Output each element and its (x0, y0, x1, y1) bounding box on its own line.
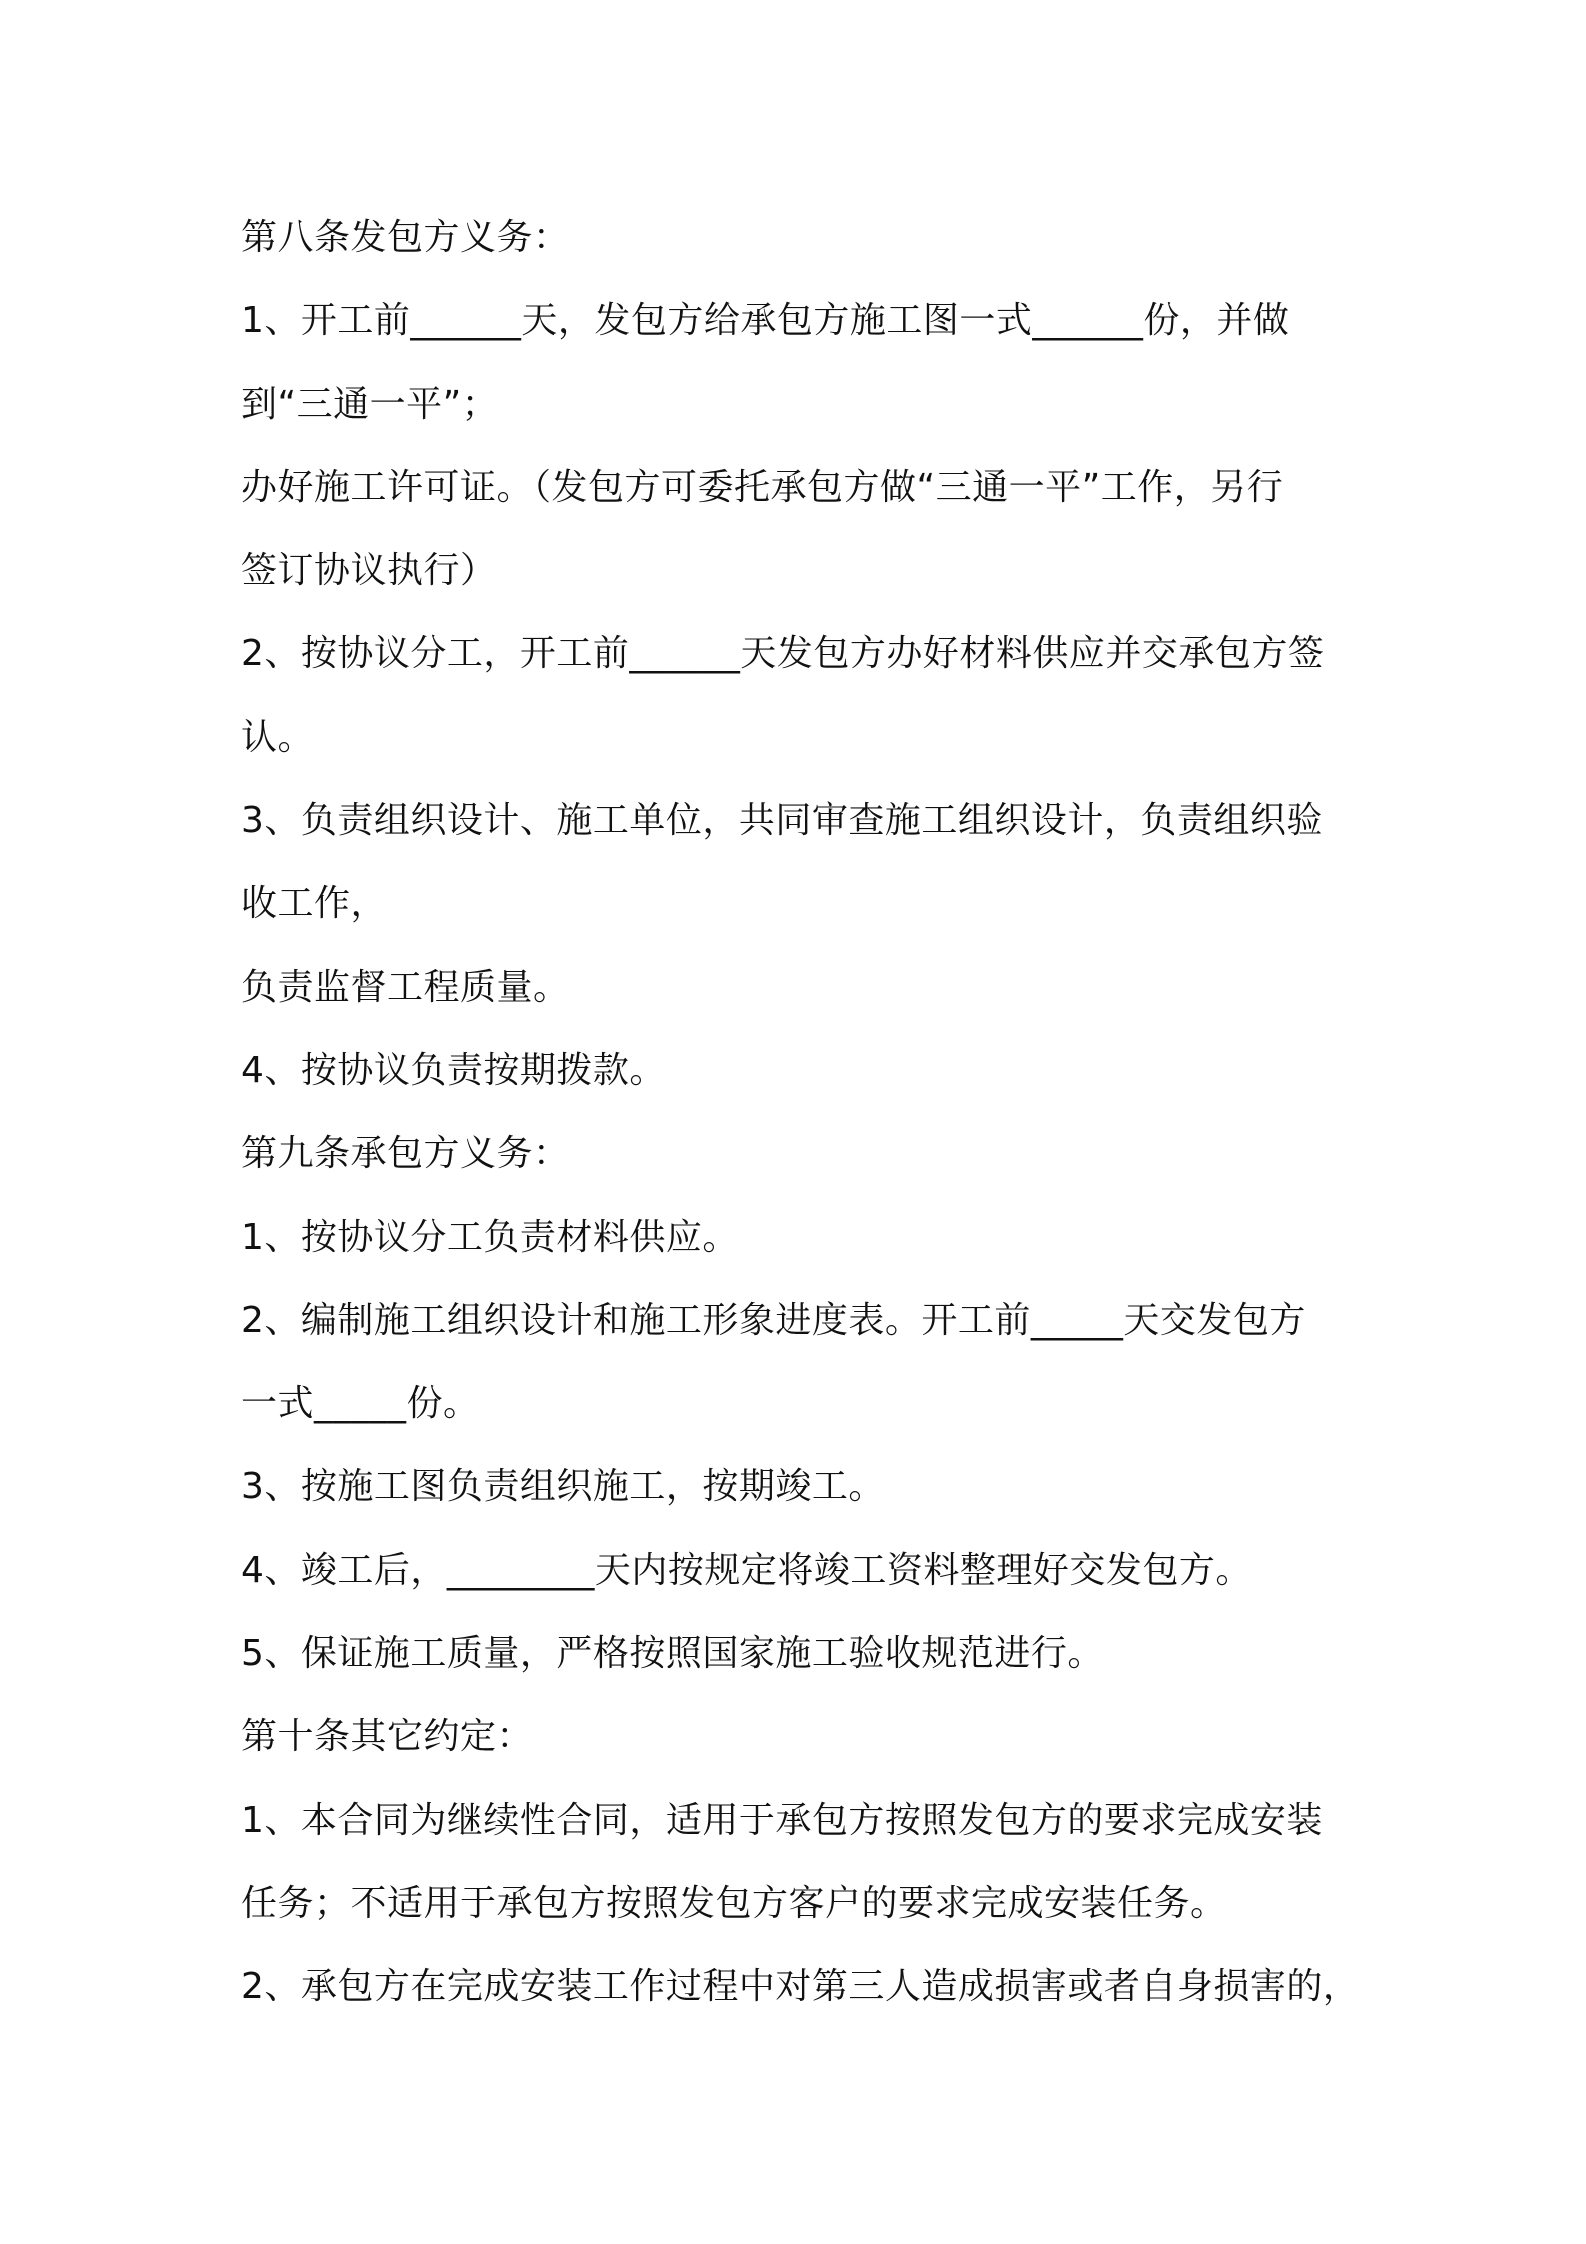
article-9-item-2-line-1: 2、编制施工组织设计和施工形象进度表。开工前_____天交发包方 (241, 1299, 1306, 1341)
article-8-heading: 第八条发包方义务： (241, 217, 570, 258)
article-8-item-2-line-1: 2、按协议分工，开工前______天发包方办好材料供应并交承包方签 (241, 633, 1325, 675)
article-9-item-2-line-2: 一式_____份。 (241, 1383, 480, 1425)
article-9-item-1: 1、按协议分工负责材料供应。 (241, 1216, 739, 1258)
article-8-item-3-line-3: 负责监督工程质量。 (241, 966, 570, 1008)
article-9-item-4: 4、竣工后，________天内按规定将竣工资料整理好交发包方。 (241, 1549, 1252, 1591)
article-8-item-1-line-2: 到“三通一平”； (241, 383, 499, 425)
article-8-item-1-line-3: 办好施工许可证。（发包方可委托承包方做“三通一平”工作，另行 (241, 466, 1284, 508)
article-10-heading: 第十条其它约定： (241, 1716, 534, 1758)
article-8-item-4: 4、按协议负责按期拨款。 (241, 1049, 666, 1091)
article-8-item-1-line-1: 1、开工前______天，发包方给承包方施工图一式______份，并做 (241, 300, 1290, 342)
article-8-item-3-line-2: 收工作， (241, 883, 388, 925)
article-8-item-3-line-1: 3、负责组织设计、施工单位，共同审查施工组织设计，负责组织验 (241, 800, 1323, 842)
article-8-item-2-line-2: 认。 (241, 716, 315, 758)
article-9-heading: 第九条承包方义务： (241, 1133, 570, 1175)
article-9-item-3: 3、按施工图负责组织施工，按期竣工。 (241, 1466, 885, 1508)
article-9-item-5: 5、保证施工质量，严格按照国家施工验收规范进行。 (241, 1633, 1104, 1675)
article-8-item-1-line-4: 签订协议执行） (241, 550, 497, 592)
document-body (241, 196, 1361, 2029)
article-10-item-1-line-2: 任务；不适用于承包方按照发包方客户的要求完成安装任务。 (241, 1882, 1227, 1924)
article-10-item-2-line-1: 2、承包方在完成安装工作过程中对第三人造成损害或者自身损害的， (241, 1966, 1360, 2008)
article-10-item-1-line-1: 1、本合同为继续性合同，适用于承包方按照发包方的要求完成安装 (241, 1799, 1323, 1841)
